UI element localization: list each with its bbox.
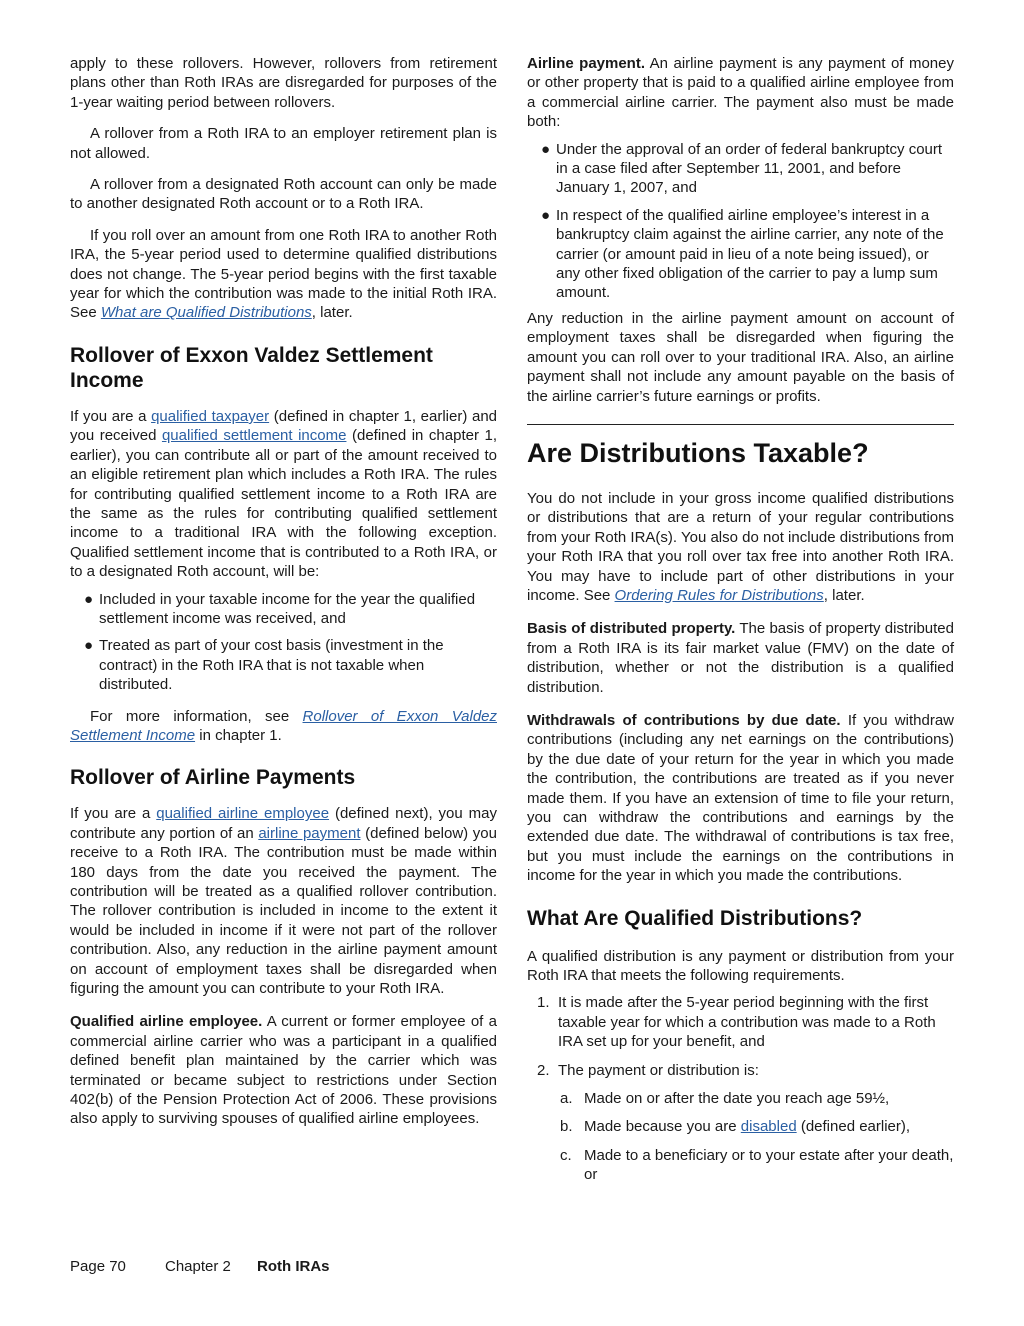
- bullet-icon: ●: [541, 206, 551, 224]
- link-qualified-taxpayer[interactable]: qualified taxpayer: [151, 407, 270, 425]
- page-footer: [70, 1258, 330, 1275]
- paragraph-qualified-intro: A qualified distribution is any payment or distribution from your Roth IRA that meets the following requirements.: [527, 947, 954, 985]
- text: The basis of property distributed from a Roth IRA is its fair market value (FMV) on the date of distribution, whether or not the distribution is a qualified distribution.: [527, 620, 954, 696]
- text: If you are a: [70, 805, 157, 823]
- link-ordering-rules[interactable]: Ordering Rules for Distributions: [614, 586, 824, 604]
- list-item: [527, 1089, 954, 1108]
- text: Made on or after the date you reach age 59½,: [584, 1090, 890, 1108]
- paragraph-basis: [527, 619, 954, 697]
- link-airline-payment[interactable]: airline payment: [258, 824, 361, 842]
- list-item: [527, 993, 954, 1051]
- list-item: [527, 1061, 954, 1185]
- text: (defined earlier),: [796, 1118, 911, 1136]
- text: An airline payment is any payment of money or other property that is paid to a qualified airline employee from a commercial airline carrier. The payment also must be made both:: [527, 55, 954, 131]
- paragraph-exxon-more: [70, 707, 497, 746]
- paragraph-withdrawals: [527, 711, 954, 886]
- list-number: 2.: [537, 1061, 550, 1079]
- chapter-title: Roth IRAs: [257, 1258, 330, 1275]
- page-number: Page 70: [70, 1258, 126, 1275]
- text: If you roll over an amount from one Roth IRA to another Roth IRA, the 5-year period used to determine qualified distributions does not change. The 5-year period begins with the first taxable year for which the contribution was made to the initial Roth IRA. See: [70, 226, 497, 322]
- paragraph-five-year-period: [70, 226, 497, 323]
- text: A current or former employee of a commercial airline carrier who was a participant in a qualified defined benefit plan maintained by the carrier which was terminated or became subject to restrictions under Section 402(b) of the Pension Protection Act of 2006. These provisions also apply to surviving spouses of qualified airline employees.: [70, 1013, 497, 1128]
- term-airline-payment: Airline payment.: [527, 55, 646, 72]
- right-column: [527, 54, 954, 1194]
- text: Included in your taxable income for the year the qualified settlement income was received, and: [99, 590, 476, 627]
- text: The payment or distribution is:: [558, 1061, 759, 1079]
- paragraph-exxon: [70, 407, 497, 582]
- paragraph-rollover-waiting: apply to these rollovers. However, rollovers from retirement plans other than Roth IRAs are disregarded for purposes of the 1-year waiting period between rollovers.: [70, 55, 497, 111]
- link-qualified-airline-employee[interactable]: qualified airline employee: [156, 805, 330, 823]
- paragraph-designated-roth: A rollover from a designated Roth account can only be made to another designated Roth account or to a Roth IRA.: [70, 176, 497, 213]
- airline-bullet-list: [527, 140, 954, 303]
- exxon-bullet-list: [70, 590, 497, 695]
- list-item: [527, 1146, 954, 1185]
- text: in chapter 1.: [195, 726, 282, 744]
- text: Treated as part of your cost basis (investment in the contract) in the Roth IRA that is not taxable when distributed.: [99, 637, 444, 694]
- heading-qualified-distributions: What Are Qualified Distributions?: [527, 906, 863, 930]
- sub-requirements-list: [527, 1089, 954, 1185]
- term-basis: Basis of distributed property.: [527, 620, 736, 638]
- text: If you withdraw contributions (including any net earnings on the contributions) by the due date of your return for the year in which you made the contribution, the contributions are treated as if you never made them. If you have an extension of time to file your return, you can withdraw the contributions and earnings by the extended due date. The withdrawal of contributions is tax free, but you must include the earnings on the contributions in income for the year in which you made the contributions.: [527, 711, 954, 885]
- text: It is made after the 5-year period beginning with the first taxable year for which a contribution was made to a Roth IRA set up for your benefit, and: [558, 994, 936, 1051]
- list-letter: b.: [560, 1118, 573, 1136]
- left-column: [70, 54, 497, 1129]
- text: You do not include in your gross income qualified distributions or distributions that are a return of your regular contributions from your Roth IRA(s). You also do not include distributions from your Roth IRA that you roll over tax free into another Roth IRA. You may have to include part of other distributions in your income. See: [527, 489, 954, 604]
- list-item: [527, 1117, 954, 1136]
- term-qualified-airline-employee: Qualified airline employee.: [70, 1013, 263, 1031]
- bullet-icon: ●: [84, 637, 94, 655]
- paragraph-airline: [70, 804, 497, 998]
- text: Made to a beneficiary or to your estate after your death, or: [584, 1146, 954, 1184]
- list-item: [70, 636, 497, 694]
- heading-airline-payments: Rollover of Airline Payments: [70, 766, 356, 790]
- text: , later.: [823, 586, 865, 604]
- paragraph-airline-payment: [527, 54, 954, 132]
- text: For more information, see: [90, 707, 303, 725]
- link-qualified-settlement-income[interactable]: qualified settlement income: [161, 427, 347, 445]
- paragraph-taxable: [527, 489, 954, 605]
- list-item: [527, 140, 954, 198]
- text: If you are a: [70, 407, 152, 425]
- requirements-list: [527, 993, 954, 1184]
- list-letter: c.: [560, 1146, 572, 1164]
- paragraph-qualified-airline-employee: [70, 1012, 497, 1128]
- link-disabled[interactable]: disabled: [740, 1118, 797, 1136]
- paragraph-airline-reduction: Any reduction in the airline payment amount on account of employment taxes shall be disregarded when figuring the amount you can roll over to your traditional IRA. Also, an airline payment shall not include any amount payable on the basis of the airline carrier’s future earnings or profits.: [527, 309, 954, 405]
- text: (defined next), you may contribute any portion of an: [70, 805, 497, 842]
- text: (defined in chapter 1, earlier) and you received: [70, 407, 498, 445]
- text: (defined below) you receive to a Roth IRA. The contribution must be made within 180 days from the date you received the payment. The contribution will be treated as a qualified rollover contribution. The rollover contribution is included in income to the extent it would be included in income if it were not part of the rollover contribution. Also, any reduction in the airline payment amount on account of employment taxes shall be disregarded when figuring the amount you can contribute to your Roth IRA.: [70, 824, 497, 998]
- text: In respect of the qualified airline employee’s interest in a bankruptcy claim against the airline carrier, any note of the carrier (or amount paid in lieu of a note being issued), or any other fixed obligation of the carrier to pay a lump sum amount.: [556, 206, 944, 302]
- text: (defined in chapter 1, earlier), you can contribute all or part of the amount received to an eligible retirement plan which includes a Roth IRA. The rules for contributing qualified settlement income to a Roth IRA are the same as the rules for contributing qualified settlement income to a traditional IRA with the following exception. Qualified settlement income that is contributed to a Roth IRA, or to a designated Roth account, will be:: [70, 427, 498, 581]
- bullet-icon: ●: [541, 140, 551, 158]
- term-withdrawals: Withdrawals of contributions by due date.: [527, 711, 841, 729]
- chapter-label: Chapter 2: [165, 1258, 231, 1275]
- list-letter: a.: [560, 1090, 573, 1108]
- text: Under the approval of an order of federal bankruptcy court in a case filed after September 11, 2001, and before January 1, 2007, and: [556, 140, 943, 197]
- list-item: [70, 590, 497, 629]
- heading-exxon-valdez: Rollover of Exxon Valdez Settlement Income: [70, 343, 433, 392]
- section-divider: [527, 424, 954, 425]
- text: Made because you are: [584, 1118, 741, 1136]
- text: , later.: [311, 304, 353, 322]
- list-item: [527, 206, 954, 303]
- link-rollover-exxon-valdez[interactable]: Rollover of Exxon Valdez Settlement Income: [70, 707, 497, 744]
- bullet-icon: ●: [84, 590, 94, 608]
- list-number: 1.: [537, 994, 550, 1012]
- heading-are-distributions-taxable: Are Distributions Taxable?: [527, 437, 869, 468]
- link-qualified-distributions[interactable]: What are Qualified Distributions: [100, 304, 312, 322]
- paragraph-employer-plan: A rollover from a Roth IRA to an employer retirement plan is not allowed.: [70, 125, 497, 162]
